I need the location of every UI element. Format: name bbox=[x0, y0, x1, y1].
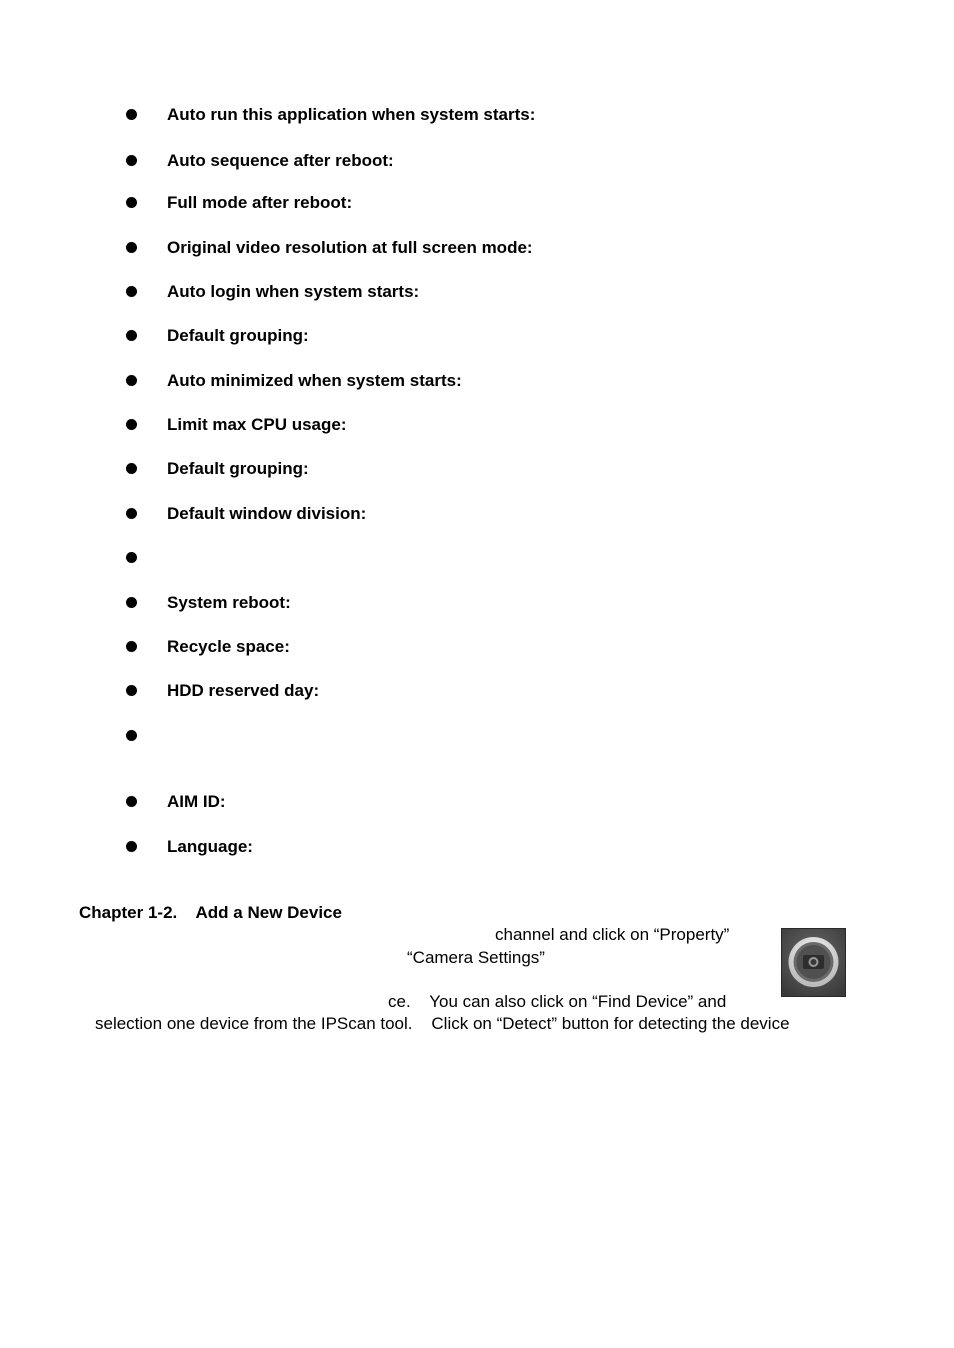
bullet-icon bbox=[126, 375, 137, 386]
option-recycle-space bbox=[0, 635, 954, 659]
option-label: Recycle space: bbox=[167, 637, 290, 656]
option-auto-login bbox=[0, 280, 954, 304]
option-auto-minimized bbox=[0, 369, 954, 393]
bullet-icon bbox=[126, 197, 137, 208]
bullet-icon bbox=[126, 508, 137, 519]
option-label: Limit max CPU usage: bbox=[167, 415, 347, 434]
camera-settings-icon bbox=[781, 928, 846, 997]
option-empty-1 bbox=[0, 546, 954, 570]
option-language bbox=[0, 835, 954, 859]
camera-icon bbox=[782, 929, 845, 996]
text-fragment-ipscan: selection one device from the IPScan tool. Click on “Detect” button for detecting the device bbox=[95, 1014, 790, 1033]
bullet-icon bbox=[126, 286, 137, 297]
bullet-icon bbox=[126, 419, 137, 430]
bullet-icon bbox=[126, 463, 137, 474]
bullet-icon bbox=[126, 841, 137, 852]
option-auto-run bbox=[0, 103, 954, 127]
option-limit-cpu bbox=[0, 413, 954, 437]
text-fragment-property: channel and click on “Property” bbox=[495, 925, 730, 944]
option-label: HDD reserved day: bbox=[167, 681, 320, 700]
text-fragment-camera-settings: “Camera Settings” bbox=[407, 948, 545, 967]
bullet-icon bbox=[126, 641, 137, 652]
option-label: AIM ID: bbox=[167, 792, 226, 811]
option-hdd-reserved-day bbox=[0, 679, 954, 703]
option-label: Language: bbox=[167, 837, 253, 856]
option-full-mode bbox=[0, 191, 954, 215]
bullet-icon bbox=[126, 597, 137, 608]
option-label: Auto sequence after reboot: bbox=[167, 151, 394, 170]
bullet-icon bbox=[126, 330, 137, 341]
bullet-icon bbox=[126, 685, 137, 696]
text-fragment-find-device: ce. You can also click on “Find Device” and bbox=[388, 992, 727, 1011]
option-label: Original video resolution at full screen mode: bbox=[167, 238, 533, 257]
option-empty-2 bbox=[0, 724, 954, 748]
chapter-heading: Chapter 1-2. Add a New Device bbox=[79, 903, 342, 922]
bullet-icon bbox=[126, 552, 137, 563]
option-label: Default window division: bbox=[167, 504, 367, 523]
option-default-window-division bbox=[0, 502, 954, 526]
option-auto-sequence bbox=[0, 149, 954, 173]
bullet-icon bbox=[126, 242, 137, 253]
option-aim-id bbox=[0, 790, 954, 814]
bullet-icon bbox=[126, 109, 137, 120]
option-label: Auto run this application when system starts: bbox=[167, 105, 536, 124]
option-label: Default grouping: bbox=[167, 459, 309, 478]
option-original-resolution bbox=[0, 236, 954, 260]
option-label: Auto minimized when system starts: bbox=[167, 371, 462, 390]
option-default-grouping-2 bbox=[0, 457, 954, 481]
option-label: Default grouping: bbox=[167, 326, 309, 345]
bullet-icon bbox=[126, 796, 137, 807]
option-system-reboot bbox=[0, 591, 954, 615]
option-label: Auto login when system starts: bbox=[167, 282, 420, 301]
option-default-grouping bbox=[0, 324, 954, 348]
bullet-icon bbox=[126, 730, 137, 741]
option-label: Full mode after reboot: bbox=[167, 193, 353, 212]
option-label: System reboot: bbox=[167, 593, 291, 612]
bullet-icon bbox=[126, 155, 137, 166]
